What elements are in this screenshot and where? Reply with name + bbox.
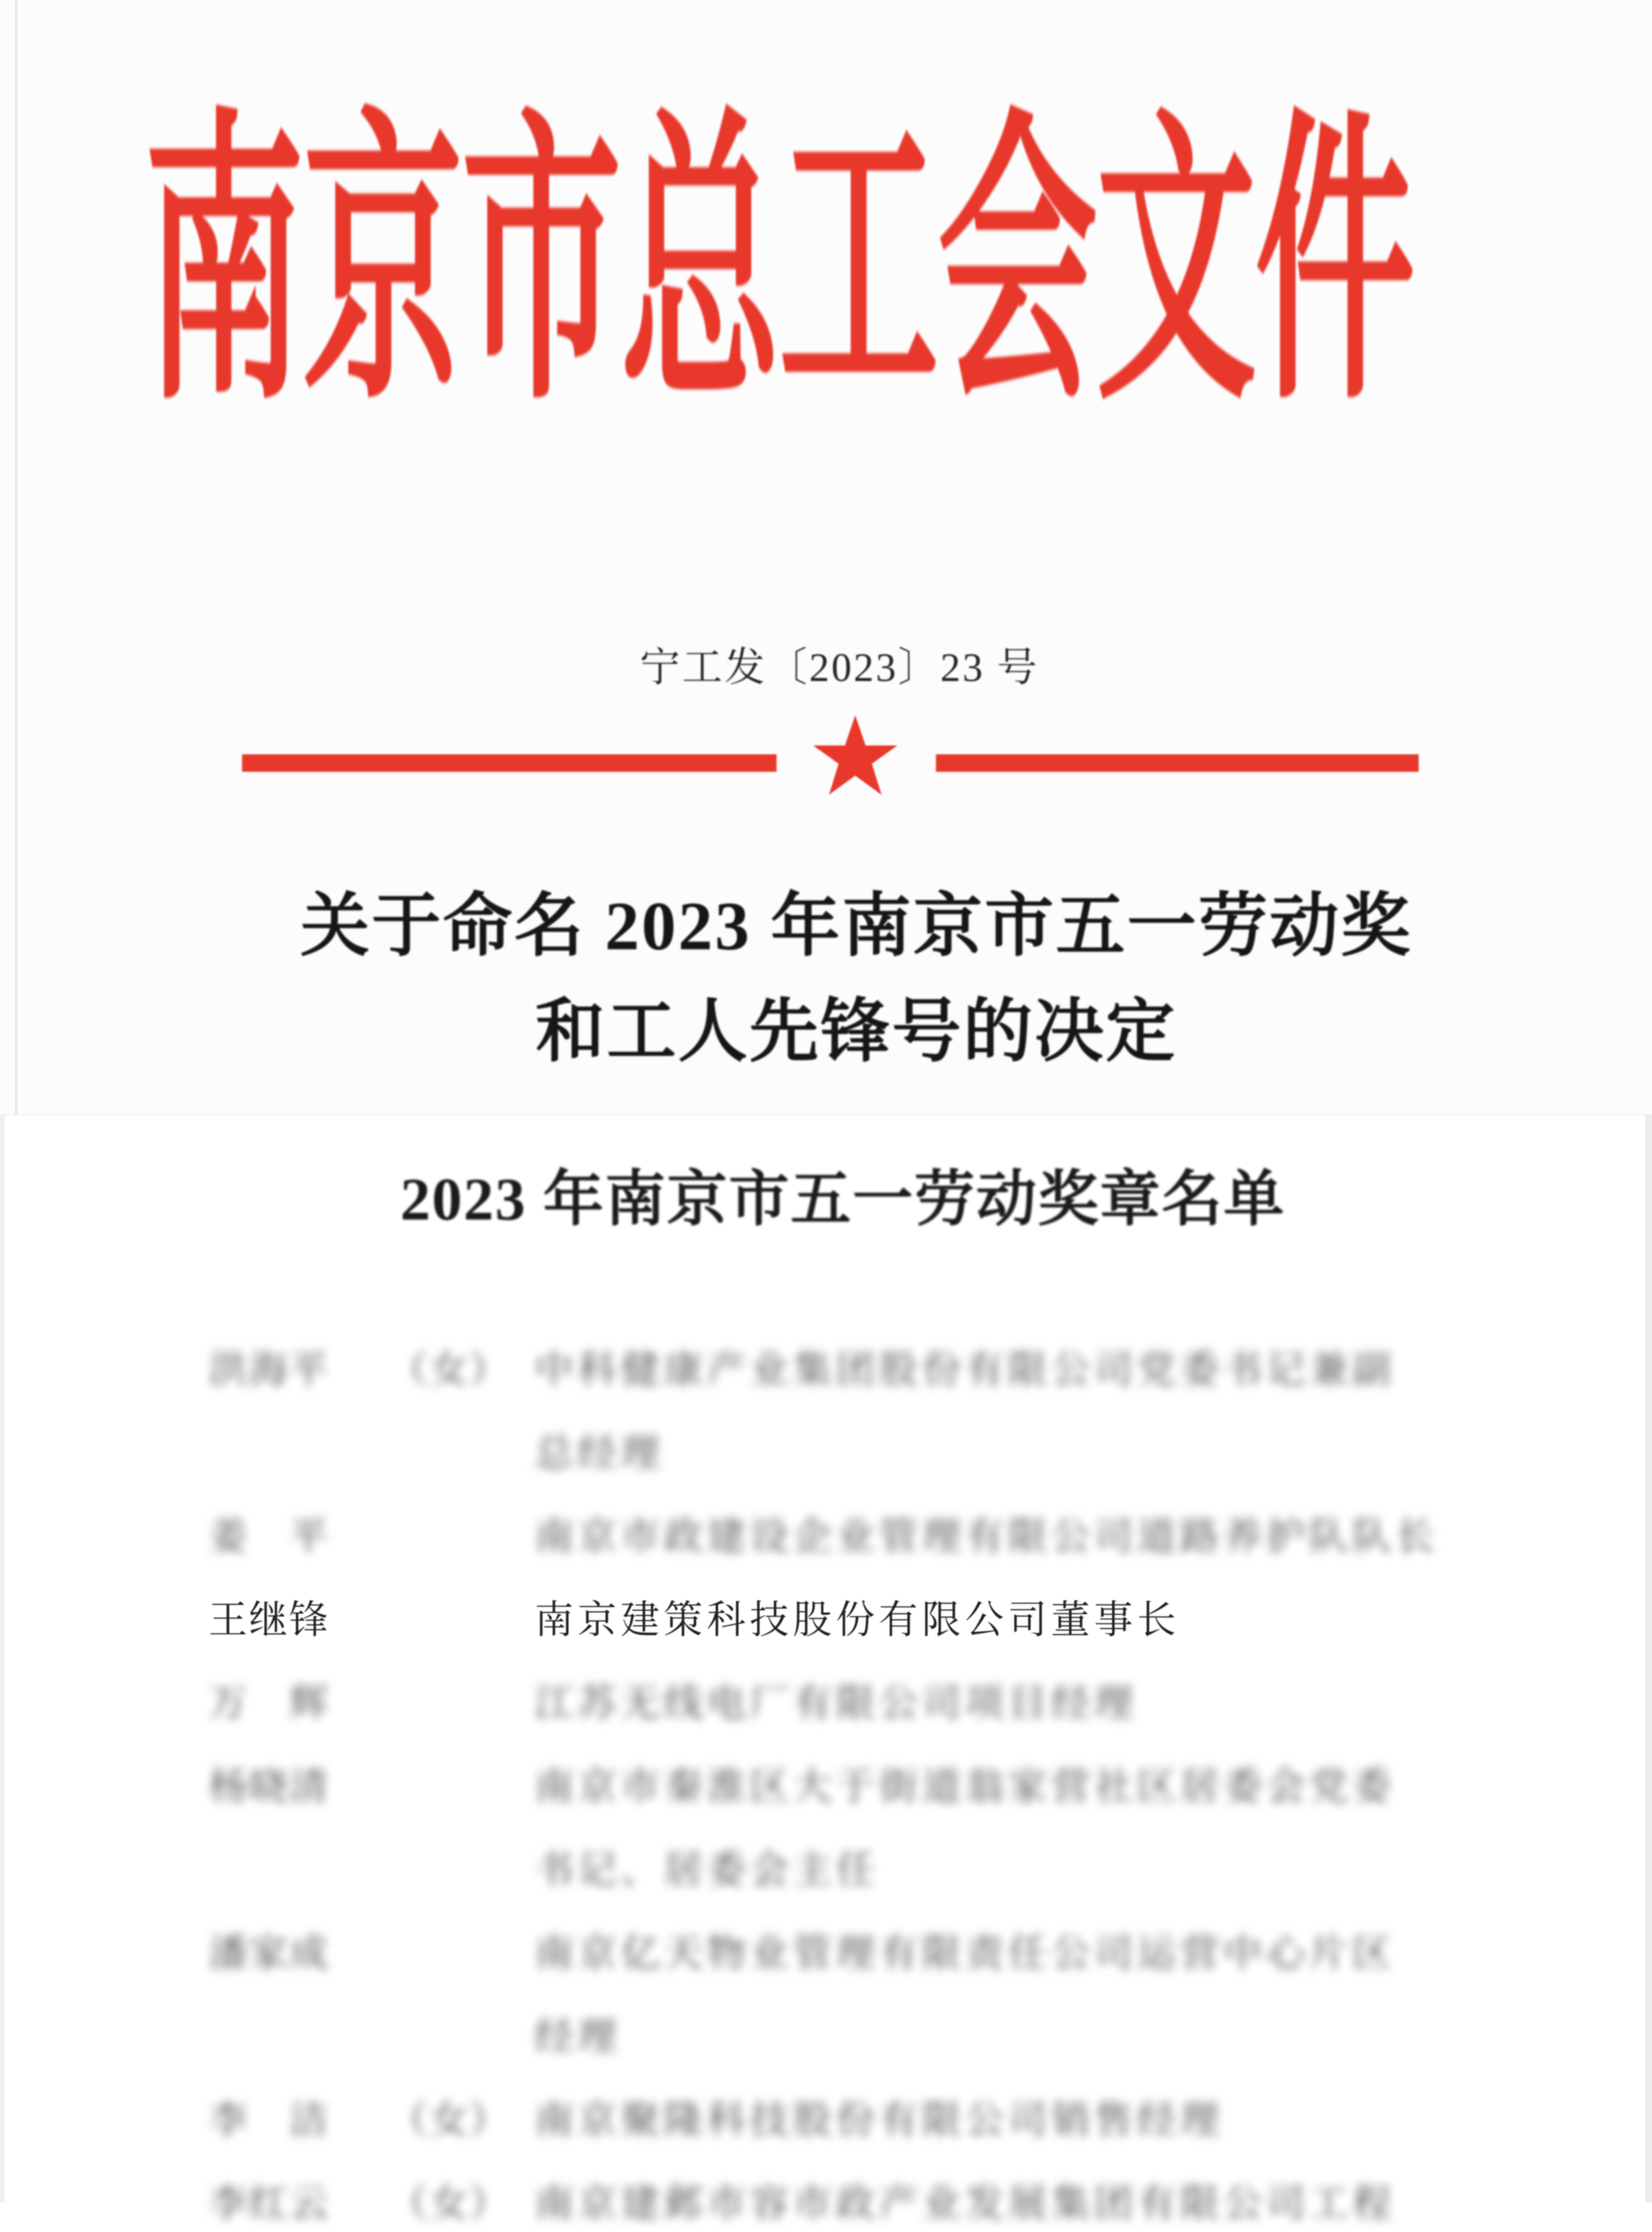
recipient-gender: （女）	[389, 1348, 510, 1392]
recipient-name: 李红云	[208, 2182, 330, 2225]
recipient-name: 杨晓清	[208, 1765, 330, 1808]
recipient-title-description: 中科健康产业集团股份有限公司党委书记兼副	[535, 1348, 1396, 1392]
recipient-gender: （女）	[389, 2098, 510, 2142]
recipient-name: 王继锋	[208, 1598, 330, 1642]
recipient-title-description: 总经理	[535, 1431, 664, 1475]
roster-row	[0, 2171, 1652, 2232]
recipient-title-description: 南京市秦淮区大于街道翁家营社区居委会党委	[535, 1765, 1396, 1808]
recipient-title-description: 南京建邺市容市政产业发展集团有限公司工程	[535, 2182, 1396, 2225]
recipient-title-description: 书记、居委会主任	[535, 1848, 879, 1892]
roster-row	[0, 1338, 1652, 1398]
recipient-name: 潘家成	[208, 1931, 330, 1975]
recipient-name: 姜 平	[208, 1515, 330, 1558]
recipient-name: 李 洁	[208, 2098, 330, 2142]
roster-row	[0, 2088, 1652, 2149]
roster-row-continuation	[0, 1838, 1652, 1899]
recipient-name: 万 辉	[208, 1681, 330, 1725]
recipient-gender: （女）	[389, 2182, 510, 2225]
recipient-name: 洪海平	[208, 1348, 330, 1392]
roster-row	[0, 1921, 1652, 1982]
recipient-title-description: 南京市政建设企业管理有限公司道路养护队队长	[535, 1515, 1439, 1558]
recipient-title-description: 南京聚隆科技股份有限公司销售经理	[535, 2098, 1224, 2142]
recipient-title-description: 南京亿天物业管理有限责任公司运营中心片区	[535, 1931, 1396, 1975]
main-title-line1: 关于命名 2023 年南京市五一劳动奖	[300, 888, 1413, 965]
roster-row-continuation	[0, 1421, 1652, 1482]
main-title-line2: 和工人先锋号的决定	[535, 993, 1177, 1070]
document-number: 宁工发〔2023〕23 号	[639, 645, 1039, 690]
roster-row-continuation	[0, 2005, 1652, 2065]
recipient-title-description: 南京建策科技股份有限公司董事长	[535, 1598, 1181, 1642]
roster-row	[0, 1588, 1652, 1648]
roster-row	[0, 1505, 1652, 1565]
recipient-title-description: 经理	[535, 2015, 621, 2059]
roster-section-header: 2023 年南京市五一劳动奖章名单	[400, 1166, 1286, 1233]
recipient-title-description: 江苏无线电厂有限公司项目经理	[535, 1681, 1138, 1725]
roster-row	[0, 1671, 1652, 1732]
document-header-title: 南京市总工会文件	[144, 96, 1414, 436]
roster-row	[0, 1755, 1652, 1815]
